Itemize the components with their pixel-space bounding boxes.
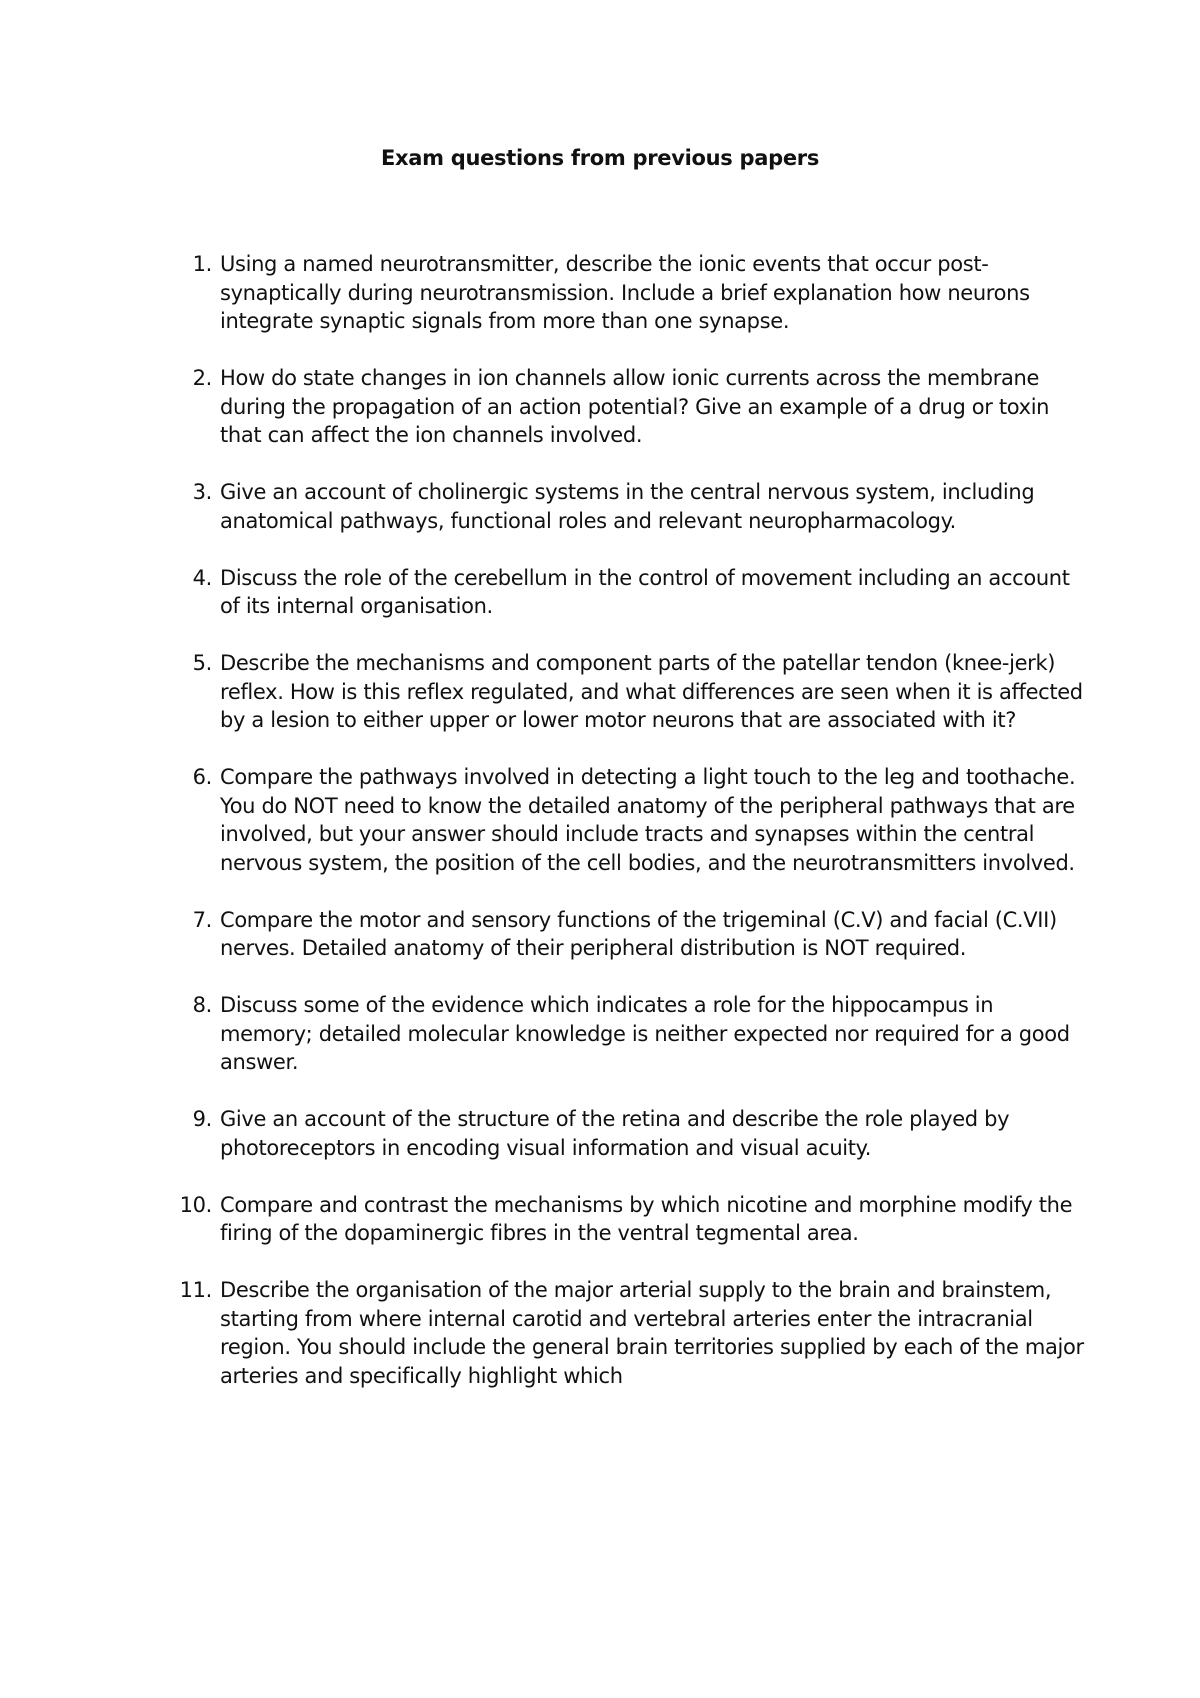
question-number: 7. [192,907,212,932]
question-item [160,906,1090,963]
question-text: Discuss the role of the cerebellum in the control of movement including an account of its internal organisation. [220,565,1070,618]
question-item [160,649,1090,735]
question-text: Using a named neurotransmitter, describe the ionic events that occur post-synaptically during neurotransmission. Include a brief explanation how neurons integrate synaptic signals from more than one synapse. [220,252,1030,333]
question-item [160,1276,1090,1390]
question-number: 3. [192,480,212,504]
question-text: Give an account of cholinergic systems in the central nervous system, including anatomical pathways, functional roles and relevant neuropharmacology. [220,480,1035,533]
question-text: Describe the organisation of the major arterial supply to the brain and brainstem, starting from where internal carotid and vertebral arteries enter the intracranial region. You should include the general brain territories supplied by each of the major arteries and specifically highlight which [220,1278,1084,1388]
question-number: 1. [192,252,212,276]
question-item [160,763,1090,877]
question-number: 9. [192,1107,212,1131]
question-item [160,1105,1090,1162]
question-text: Compare and contrast the mechanisms by which nicotine and morphine modify the firing of the dopaminergic fibres in the ventral tegmental area. [220,1192,1073,1245]
question-item [160,1191,1090,1248]
question-number: 5. [192,651,212,675]
question-item [160,364,1090,450]
question-number: 10. [179,1192,212,1217]
question-text: Compare the motor and sensory functions of the trigeminal (C.V) and facial (C.VII) nerves. Detailed anatomy of their peripheral distribution is NOT required. [220,907,1057,960]
question-text: Compare the pathways involved in detecting a light touch to the leg and toothache. You do NOT need to know the detailed anatomy of the peripheral pathways that are involved, but your answer should include tracts and synapses within the central nervous system, the position of the cell bodies, and the neurotransmitters involved. [220,765,1076,875]
question-text: Give an account of the structure of the retina and describe the role played by photoreceptors in encoding visual information and visual acuity. [220,1107,1010,1160]
question-text: Describe the mechanisms and component parts of the patellar tendon (knee-jerk) reflex. How is this reflex regulated, and what differences are seen when it is affected by a lesion to either upper or lower motor neurons that are associated with it? [220,651,1083,732]
question-item [160,250,1090,336]
question-text: Discuss some of the evidence which indicates a role for the hippocampus in memory; detailed molecular knowledge is neither expected nor required for a good answer. [220,993,1070,1074]
question-number: 11. [179,1278,212,1302]
question-number: 4. [192,565,212,590]
question-text: How do state changes in ion channels allow ionic currents across the membrane during the propagation of an action potential? Give an example of a drug or toxin that can affect the ion channels involved. [220,366,1050,447]
document-title: Exam questions from previous papers [380,146,820,170]
question-number: 8. [192,993,212,1017]
question-number: 2. [192,366,212,390]
question-item [160,564,1090,621]
question-number: 6. [192,765,212,789]
question-item [160,478,1090,535]
question-item [160,991,1090,1077]
question-list [160,250,1090,1419]
